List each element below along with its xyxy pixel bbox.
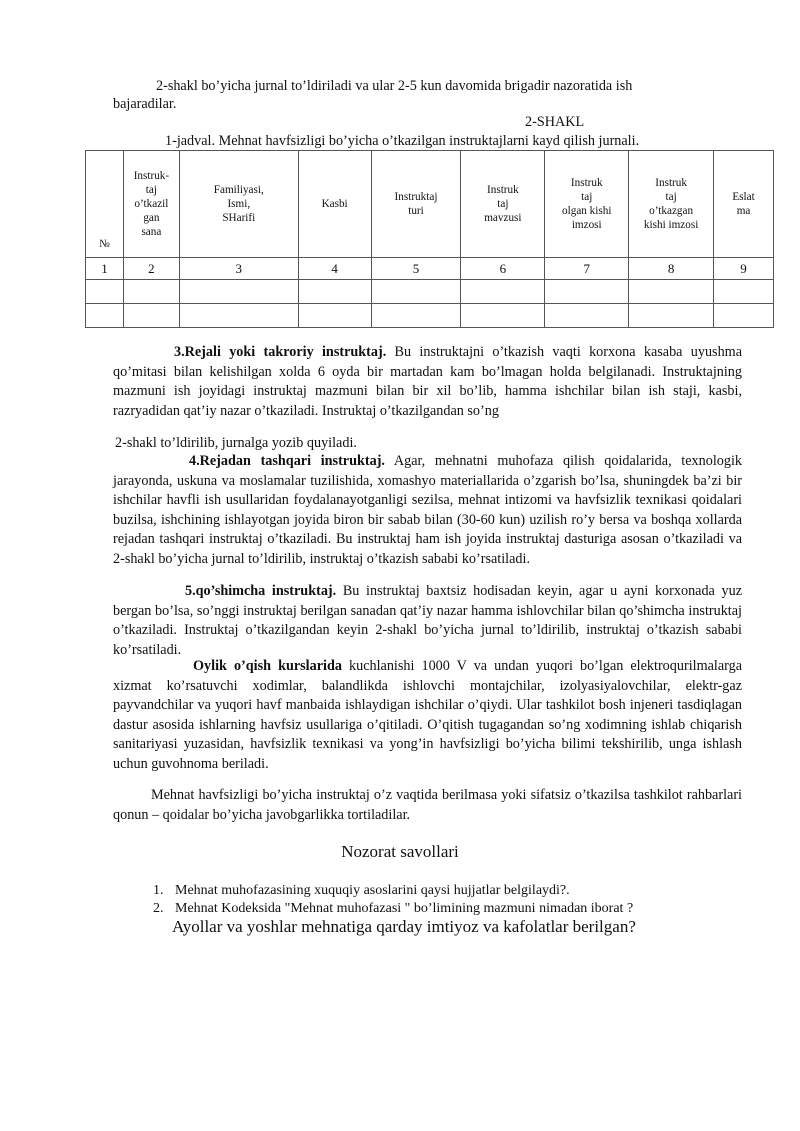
section-3-text: Bu instruktajni o’tkazish vaqti korxona kasaba uyushma qo’mitasi bilan kelishilgan xolda 6 oyda bir martadan kam bo’lmagan holda belgilanadi. Instruktajning mazmuni ish joyidagi instruktaj mazmuni bilan bir xil bo’lib, hamma ishchilar bilan ish staji, kasbi, razryadidan qat’iy nazar o’tkaziladi. Instruktaj o’tkazilgandan so’ng	[113, 344, 743, 419]
header-cell-date: Instruk- taj o’tkazil gan sana	[123, 151, 179, 258]
table-cell	[629, 280, 714, 304]
table-cell: 6	[461, 258, 545, 280]
section-6-paragraph	[113, 657, 742, 774]
question-item	[153, 883, 570, 899]
section-5-text: Bu instruktaj baxtsiz hodisadan keyin, agar u ayni korxonada yuz bergan bo’lsa, so’nggi instruktaj berilgan sanadan qat’iy nazar hamma ishlovchilar bilan qo’shimcha instruktaj o’tkaziladi. Instruktaj o’tkazilgandan keyin 2-shakl bo’yicha jurnal to’ldirilib, instruktaj o’tkazish sababi ko’rsatiladi.	[113, 583, 742, 658]
question-text: Mehnat Kodeksida "Mehnat muhofazasi " bo’limining mazmuni nimadan iborat ?	[175, 901, 634, 916]
header-cell-number: №	[86, 151, 124, 258]
section-5-paragraph	[113, 582, 742, 660]
table-cell	[298, 280, 371, 304]
question-text: Mehnat muhofazasining xuquqiy asoslarini qaysi hujjatlar belgilaydi?.	[175, 883, 570, 898]
header-cell-note: Eslat ma	[714, 151, 774, 258]
table-cell	[123, 280, 179, 304]
table-cell: 9	[714, 258, 774, 280]
table-cell	[545, 280, 629, 304]
table-cell: 7	[545, 258, 629, 280]
table-cell	[371, 304, 461, 328]
table-cell: 2	[123, 258, 179, 280]
intro-line-2: bajaradilar.	[113, 96, 177, 112]
question-item	[153, 901, 633, 917]
table-cell	[179, 304, 298, 328]
question-number: 1.	[153, 883, 164, 898]
table-cell	[461, 304, 545, 328]
table-row	[86, 304, 774, 328]
header-cell-name: Familiyasi, Ismi, SHarifi	[179, 151, 298, 258]
table-cell	[179, 280, 298, 304]
section-3-paragraph	[113, 343, 742, 421]
section-4-paragraph	[113, 452, 742, 569]
section-6-text: kuchlanishi 1000 V va undan yuqori bo’lgan elektroqurilmalarga xizmat ko’rsatuvchi xodimlar, balandlikda ishlovchi montajchilar, izolyasiyalovchilar, elektr-gaz payvandchilar va yuqori havf manbaida ishlaydigan ishchilar o’qiydi. Ular tashkilot bosh injeneri tasdiqlagan dastur asosida ishlarning havfsiz usullariga o’qitiladi. O’qitish tugagandan so’ng xodimning ishlab chiqarish sanitariyasi yuzasidan, havfsizlik texnikasi va yong’in havfsizligi bo’yicha bilimi tekshirilib, unga ishlash uchun guvohnoma beriladi.	[113, 658, 743, 772]
table-row	[86, 280, 774, 304]
table-cell	[461, 280, 545, 304]
table-cell	[298, 304, 371, 328]
header-cell-receiver-signature: Instruk taj olgan kishi imzosi	[545, 151, 629, 258]
table-cell: 5	[371, 258, 461, 280]
section-6-title: Oylik o’qish kurslarida	[193, 658, 342, 674]
question-number: 2.	[153, 901, 164, 916]
table-cell	[629, 304, 714, 328]
table-header-row	[86, 151, 774, 258]
closing-paragraph: Mehnat havfsizligi bo’yicha instruktaj o’z vaqtida berilmasa yoki sifatsiz o’tkazilsa tashkilot rahbarlari qonun – qoidalar bo’yicha javobgarlikka tortiladilar.	[113, 787, 742, 823]
section-3-title: 3.Rejali yoki takroriy instruktaj.	[174, 344, 387, 360]
header-cell-type: Instruktaj turi	[371, 151, 461, 258]
control-heading: Nozorat savollari	[341, 842, 459, 861]
table-caption: 1-jadval. Mehnat havfsizligi bo’yicha o’tkazilgan instruktajlarni kayd qilish jurnali.	[165, 133, 640, 149]
section-3-tail: 2-shakl to’ldirilib, jurnalga yozib quyiladi.	[115, 435, 357, 451]
table-number-row	[86, 258, 774, 280]
table-cell	[714, 304, 774, 328]
section-4-text: Agar, mehnatni muhofaza qilish qoidalarida, texnologik jarayonda, uskuna va moslamalar tuzilishida, xomashyo materiallarida o’zgarish bo’lsa, shuningdek ba’zi bir ishchilar havfli ish usullaridan foydalanayotganligi sezilsa, mehnat intizomi va havfsizlik texnikasi qoidalari buzilsa, ishchining ishlayotgan joyida biron bir sabab bilan (30-60 kun) uzilish ro’y bersa va boshqa xollarda rejadan tashqari instruktaj o’tkaziladi. Bu instruktaj ham ish joyida instruktaj dasturiga asosan o’tkaziladi va 2-shakl bo’yicha jurnal to’ldirilib, instruktaj o’tkazish sababi ko’rsatiladi.	[113, 453, 742, 567]
table-cell: 3	[179, 258, 298, 280]
question-last-line: Ayollar va yoshlar mehnatiga qarday imtiyoz va kafolatlar berilgan?	[172, 917, 636, 936]
table-cell	[86, 304, 124, 328]
journal-table	[85, 150, 774, 328]
table-cell	[545, 304, 629, 328]
intro-line-1: 2-shakl bo’yicha jurnal to’ldiriladi va ular 2-5 kun davomida brigadir nazoratida ish	[156, 78, 633, 94]
table-cell	[714, 280, 774, 304]
header-cell-profession: Kasbi	[298, 151, 371, 258]
table-cell	[371, 280, 461, 304]
form-label: 2-SHAKL	[525, 114, 585, 130]
table-cell: 4	[298, 258, 371, 280]
table-cell: 1	[86, 258, 124, 280]
header-cell-topic: Instruk taj mavzusi	[461, 151, 545, 258]
table-cell	[86, 280, 124, 304]
header-cell-instructor-signature: Instruk taj o’tkazgan kishi imzosi	[629, 151, 714, 258]
table-cell: 8	[629, 258, 714, 280]
table-cell	[123, 304, 179, 328]
section-4-title: 4.Rejadan tashqari instruktaj.	[189, 453, 385, 469]
section-5-title: 5.qo’shimcha instruktaj.	[185, 583, 337, 599]
